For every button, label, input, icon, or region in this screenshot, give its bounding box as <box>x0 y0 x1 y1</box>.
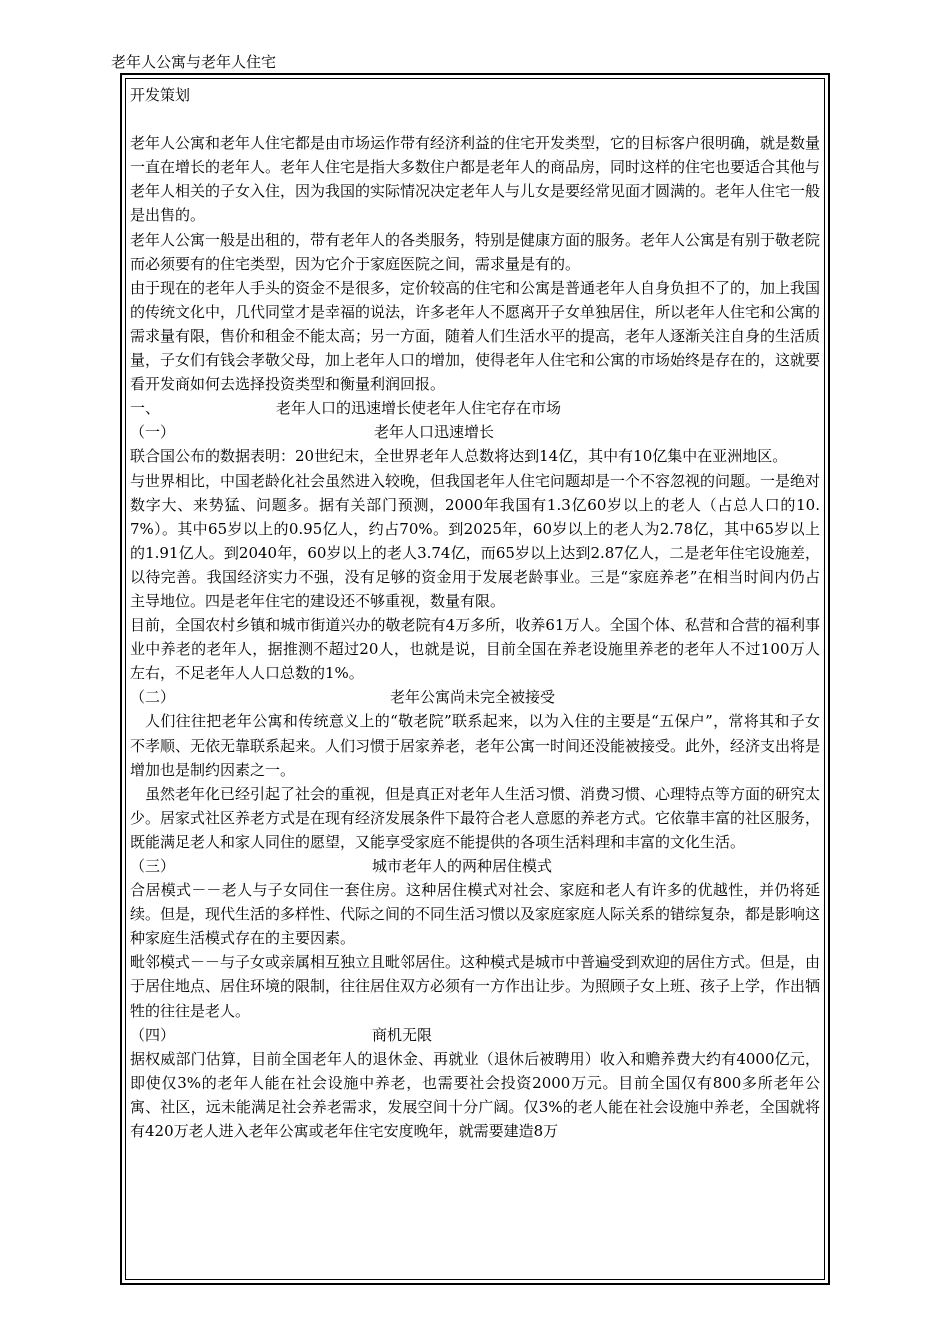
document-frame <box>120 73 830 1285</box>
paragraph: 虽然老年化已经引起了社会的重视，但是真正对老年人生活习惯、消费习惯、心理特点等方面的研究太少。居家式社区养老方式是在现有经济发展条件下最符合老人意愿的养老方式。它依靠丰富的社区服务，既能满足老人和家人同住的愿望，又能享受家庭不能提供的各项生活料理和丰富的文化生活。 <box>130 784 821 851</box>
paragraph: 据权威部门估算，目前全国老年人的退休金、再就业（退休后被聘用）收入和赡养费大约有4000亿元，即使仅3%的老年人能在社会设施中养老，也需要社会投资2000万元。目前全国仅有800多所老年公寓、社区，远未能满足社会养老需求，发展空间十分广阔。仅3%的老人能在社会设施中养老，全国就将有420万老人进入老年公寓或老年住宅安度晚年，就需要建造8万 <box>130 1049 820 1141</box>
document-frame-inner <box>125 78 825 1280</box>
paragraph: 合居模式－－老人与子女同住一套住房。这种居住模式对社会、家庭和老人有许多的优越性，并仍将延续。但是，现代生活的多样性、代际之间的不同生活习惯以及家庭家庭人际关系的错综复杂，都是影响这种家庭生活模式存在的主要因素。 <box>130 881 821 948</box>
subsection-title: 城市老年人的两种居住模式 <box>372 857 553 875</box>
section-title: 老年人口的迅速增长使老年人住宅存在市场 <box>276 399 562 418</box>
paragraph: 联合国公布的数据表明：20世纪末，全世界老年人总数将达到14亿，其中有10亿集中在亚洲地区。 <box>130 447 788 466</box>
page-header: 老年人公寓与老年人住宅 <box>111 53 277 71</box>
subsection-number: （一） <box>130 423 176 442</box>
blank-line <box>130 107 820 131</box>
section-number: 一、 <box>130 399 161 418</box>
subsection-title: 老年人口迅速增长 <box>374 423 495 442</box>
subsection-heading-1 <box>130 420 820 444</box>
subsection-title: 老年公寓尚未完全被接受 <box>390 688 556 707</box>
document-title: 开发策划 <box>130 86 191 104</box>
subsection-number: （二） <box>130 688 176 707</box>
document-body <box>126 79 824 1143</box>
paragraph: 与世界相比，中国老龄化社会虽然进入较晚，但我国老年人住宅问题却是一个不容忽视的问题。一是绝对数字大、来势猛、问题多。据有关部门预测，2000年我国有1.3亿60岁以上的老人（占总人口的10.7%）。其中65岁以上的0.95亿人，约占70%。到2025年，60岁以上的老人为2.78亿，其中65岁以上的1.91亿人。到2040年，60岁以上的老人3.74亿，而65岁以上达到2.87亿人，二是老年住宅设施差，以待完善。我国经济实力不强，没有足够的资金用于发展老龄事业。三是“家庭养老”在相当时间内仍占主导地位。四是老年住宅的建设还不够重视，数量有限。 <box>130 471 821 610</box>
intro-paragraph-1: 老年人公寓和老年人住宅都是由市场运作带有经济利益的住宅开发类型，它的目标客户很明确，就是数量一直在增长的老年人。老年人住宅是指大多数住户都是老年人的商品房，同时这样的住宅也要适合其他与老年人相关的子女入住，因为我国的实际情况决定老年人与儿女是要经常见面才圆满的。老年人住宅一般是出售的。 <box>130 134 821 225</box>
subsection-heading-3 <box>130 854 820 878</box>
subsection-number: （四） <box>130 1025 176 1044</box>
subsection-heading-4 <box>130 1023 820 1047</box>
intro-paragraph-2: 老年人公寓一般是出租的，带有老年人的各类服务，特别是健康方面的服务。老年人公寓是有别于敬老院而必须要有的住宅类型，因为它介于家庭医院之间，需求量是有的。 <box>130 230 821 273</box>
paragraph: 目前，全国农村乡镇和城市街道兴办的敬老院有4万多所，收养61万人。全国个体、私营和合营的福利事业中养老的老年人，据推测不超过20人，也就是说，目前全国在养老设施里养老的老年人不过100万人左右，不足老年人人口总数的1%。 <box>130 616 820 683</box>
intro-paragraph-3: 由于现在的老年人手头的资金不是很多，定价较高的住宅和公寓是普通老年人自身负担不了的，加上我国的传统文化中，几代同堂才是幸福的说法，许多老年人不愿离开子女单独居住，所以老年人住宅和公寓的需求量有限，售价和租金不能太高；另一方面，随着人们生活水平的提高，老年人逐渐关注自身的生活质量，子女们有钱会孝敬父母，加上老年人口的增加，使得老年人住宅和公寓的市场始终是存在的，这就要看开发商如何去选择投资类型和衡量利润回报。 <box>130 278 821 394</box>
paragraph: 人们往往把老年公寓和传统意义上的“敬老院”联系起来，以为入住的主要是“五保户”，常将其和子女不孝顺、无依无靠联系起来。人们习惯于居家养老，老年公寓一时间还没能被接受。此外，经济支出将是增加也是制约因素之一。 <box>130 712 821 779</box>
subsection-title: 商机无限 <box>372 1025 433 1044</box>
section-heading-1 <box>130 396 820 420</box>
subsection-number: （三） <box>130 857 176 875</box>
paragraph: 毗邻模式－－与子女或亲属相互独立且毗邻居住。这种模式是城市中普遍受到欢迎的居住方式。但是，由于居住地点、居住环境的限制，往往居住双方必须有一方作出让步。为照顾子女上班、孩子上学，作出牺牲的往往是老人。 <box>130 953 821 1020</box>
subsection-heading-2 <box>130 685 820 709</box>
